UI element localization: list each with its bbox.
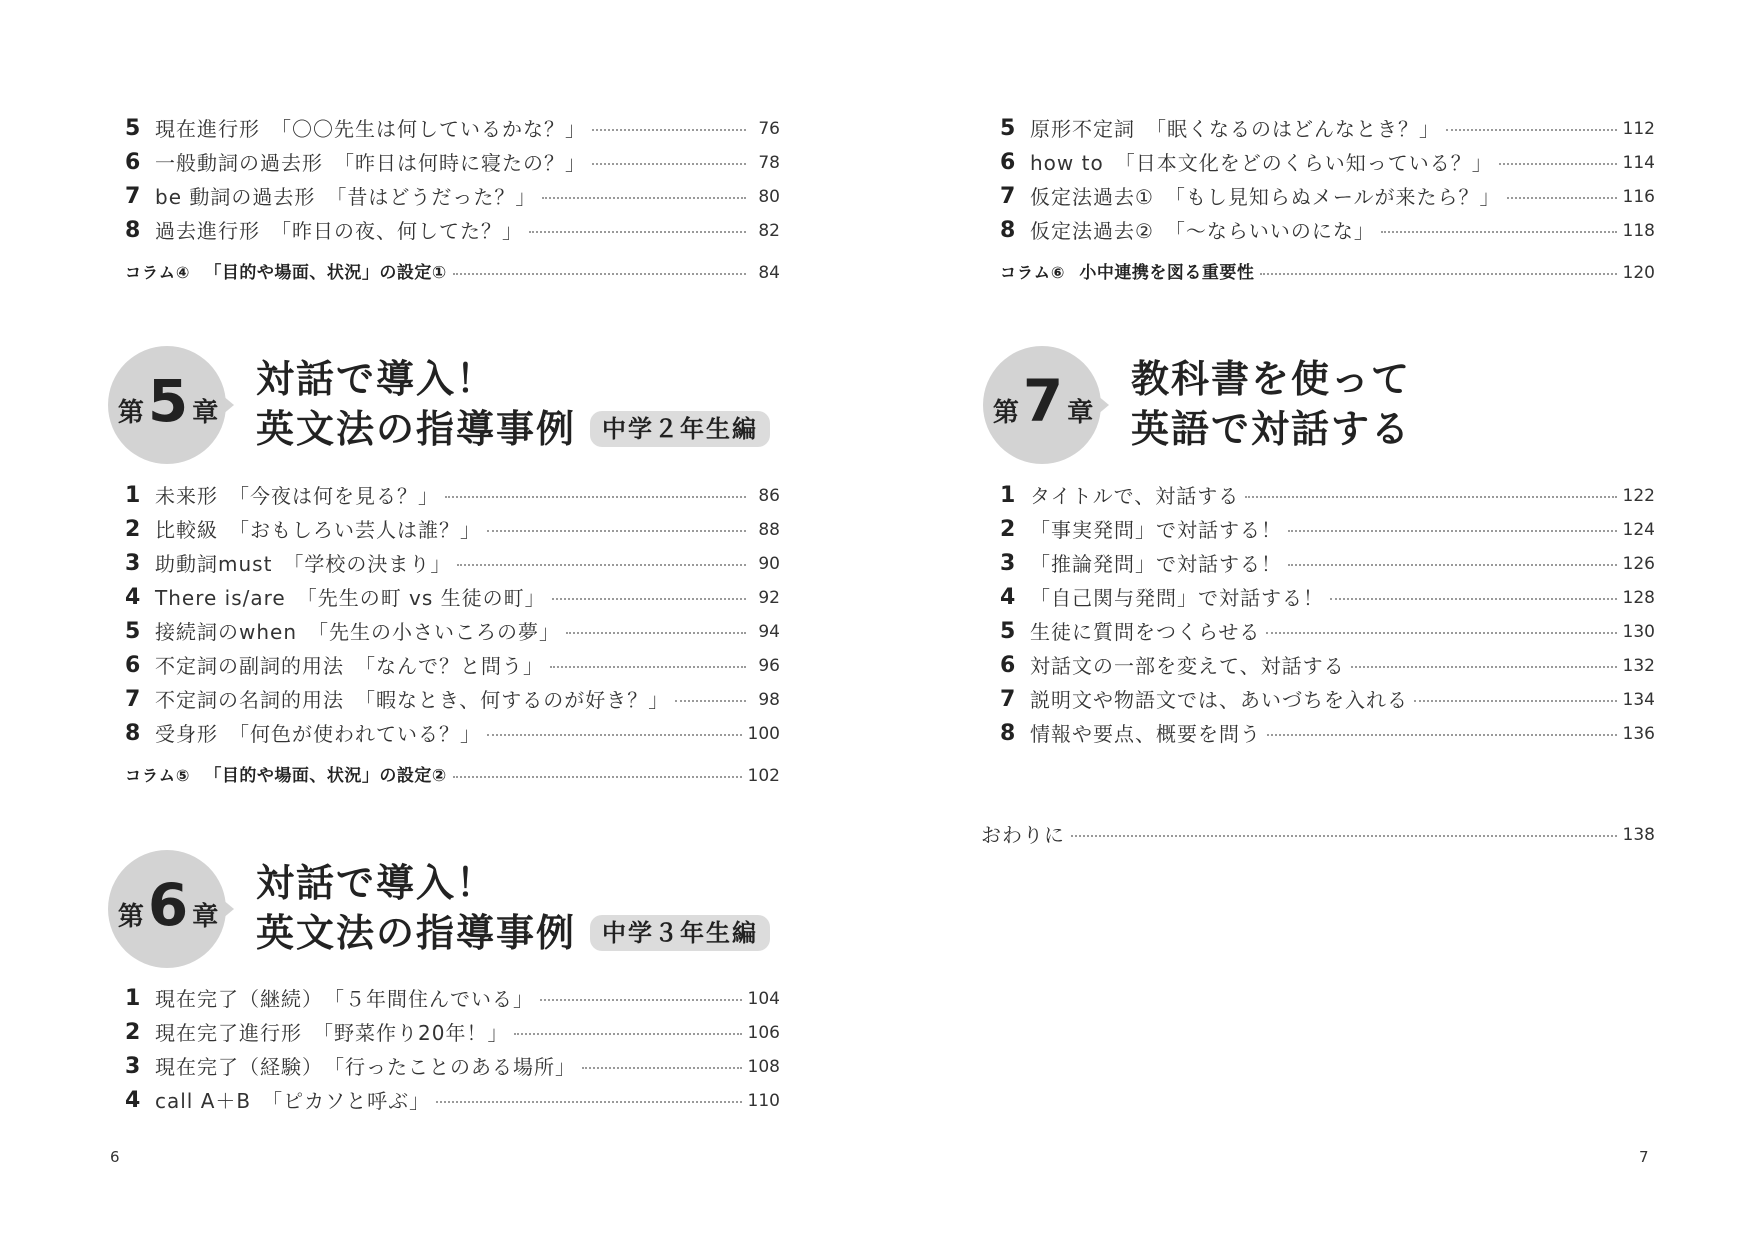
page-ref: 138 — [1622, 825, 1655, 845]
toc-entry[interactable]: 2 「事実発問」で対話する！ 124 — [1000, 515, 1655, 545]
page-ref: 120 — [1622, 263, 1655, 283]
page-ref: 100 — [747, 724, 780, 744]
column-entry[interactable]: コラム④ 「目的や場面、状況」の設定① 84 — [125, 258, 780, 288]
dot-leader — [487, 530, 746, 532]
dot-leader — [592, 163, 746, 165]
dot-leader — [1381, 231, 1617, 233]
toc-entry[interactable]: 1 未来形 「今夜は何を見る？」 86 — [125, 481, 780, 511]
dot-leader — [1446, 129, 1617, 131]
toc-entry[interactable]: 5 現在進行形 「〇〇先生は何しているかな？」 76 — [125, 114, 780, 144]
chapter-number: 第 5 章 — [117, 367, 219, 435]
dot-leader — [552, 598, 746, 600]
page-ref: 128 — [1622, 588, 1655, 608]
dot-leader — [453, 776, 742, 778]
page-ref: 98 — [758, 690, 780, 710]
toc-entry[interactable]: 7 仮定法過去① 「もし見知らぬメールが来たら？」 116 — [1000, 182, 1655, 212]
dot-leader — [453, 273, 746, 275]
toc-entry[interactable]: 5 接続詞のwhen 「先生の小さいころの夢」 94 — [125, 617, 780, 647]
page-ref: 132 — [1622, 656, 1655, 676]
toc-entry[interactable]: 6 一般動詞の過去形 「昨日は何時に寝たの？」 78 — [125, 148, 780, 178]
dot-leader — [487, 734, 742, 736]
dot-leader — [1260, 273, 1616, 275]
toc-entry[interactable]: 6 不定詞の副詞的用法 「なんで？と問う」 96 — [125, 651, 780, 681]
chapter-6-header — [108, 850, 808, 955]
chapter-number: 第 7 章 — [992, 367, 1094, 435]
chapter-badge-pointer — [1097, 395, 1109, 415]
dot-leader — [529, 231, 746, 233]
dot-leader — [1267, 734, 1617, 736]
dot-leader — [1245, 496, 1616, 498]
column-entry[interactable]: コラム⑤ 「目的や場面、状況」の設定② 102 — [125, 761, 780, 791]
toc-entry[interactable]: 7 説明文や物語文では、あいづちを入れる 134 — [1000, 685, 1655, 715]
page-ref: 134 — [1622, 690, 1655, 710]
dot-leader — [1499, 163, 1617, 165]
page-ref: 104 — [747, 989, 780, 1009]
page-ref: 94 — [758, 622, 780, 642]
dot-leader — [1507, 197, 1617, 199]
page-ref: 90 — [758, 554, 780, 574]
dot-leader — [1288, 564, 1617, 566]
page-ref: 78 — [758, 153, 780, 173]
page-ref: 106 — [747, 1023, 780, 1043]
page-ref: 116 — [1622, 187, 1655, 207]
page-ref: 102 — [747, 766, 780, 786]
toc-entry[interactable]: 8 仮定法過去② 「〜ならいいのにな」 118 — [1000, 216, 1655, 246]
page-ref: 92 — [758, 588, 780, 608]
toc-entry[interactable]: 4 「自己関与発問」で対話する！ 128 — [1000, 583, 1655, 613]
dot-leader — [540, 999, 742, 1001]
chapter-number: 第 6 章 — [117, 871, 219, 939]
toc-entry[interactable]: 5 原形不定詞 「眠くなるのはどんなとき？」 112 — [1000, 114, 1655, 144]
toc-entry[interactable]: 7 不定詞の名詞的用法 「暇なとき、何するのが好き？」 98 — [125, 685, 780, 715]
page-ref: 80 — [758, 187, 780, 207]
toc-entry[interactable]: 6 対話文の一部を変えて、対話する 132 — [1000, 651, 1655, 681]
toc-entry[interactable]: 1 現在完了（継続） 「５年間住んでいる」 104 — [125, 984, 780, 1014]
chapter-5-header — [108, 346, 808, 451]
column-entry[interactable]: コラム⑥ 小中連携を図る重要性 120 — [1000, 258, 1655, 288]
closing-entry[interactable]: おわりに 138 — [981, 820, 1655, 850]
toc-entry[interactable]: 6 how to 「日本文化をどのくらい知っている？」 114 — [1000, 148, 1655, 178]
page-number: 7 — [1639, 1148, 1649, 1166]
page-ref: 88 — [758, 520, 780, 540]
page-ref: 114 — [1622, 153, 1655, 173]
dot-leader — [436, 1101, 741, 1103]
page-ref: 122 — [1622, 486, 1655, 506]
dot-leader — [566, 632, 746, 634]
toc-entry[interactable]: 2 比較級 「おもしろい芸人は誰？」 88 — [125, 515, 780, 545]
page-ref: 108 — [747, 1057, 780, 1077]
toc-entry[interactable]: 3 現在完了（経験） 「行ったことのある場所」 108 — [125, 1052, 780, 1082]
page-ref: 82 — [758, 221, 780, 241]
page-ref: 126 — [1622, 554, 1655, 574]
dot-leader — [550, 666, 746, 668]
dot-leader — [542, 197, 746, 199]
chapter-7-header — [983, 346, 1683, 451]
dot-leader — [1330, 598, 1617, 600]
dot-leader — [514, 1033, 741, 1035]
page-ref: 112 — [1622, 119, 1655, 139]
page-number: 6 — [110, 1148, 120, 1166]
chapter-badge-pointer — [222, 899, 234, 919]
page-ref: 110 — [747, 1091, 780, 1111]
page-ref: 118 — [1622, 221, 1655, 241]
toc-entry[interactable]: 4 call A＋B 「ピカソと呼ぶ」 110 — [125, 1086, 780, 1116]
dot-leader — [457, 564, 746, 566]
dot-leader — [675, 700, 746, 702]
dot-leader — [1071, 835, 1617, 837]
page-ref: 124 — [1622, 520, 1655, 540]
toc-entry[interactable]: 3 助動詞must 「学校の決まり」 90 — [125, 549, 780, 579]
toc-entry[interactable]: 4 There is/are 「先生の町 vs 生徒の町」 92 — [125, 583, 780, 613]
left-page — [0, 0, 877, 1240]
toc-entry[interactable]: 8 過去進行形 「昨日の夜、何してた？」 82 — [125, 216, 780, 246]
page-ref: 86 — [758, 486, 780, 506]
page-ref: 76 — [758, 119, 780, 139]
page-ref: 130 — [1622, 622, 1655, 642]
grade-badge: 中学３年生編 — [590, 915, 770, 951]
dot-leader — [582, 1067, 742, 1069]
chapter-badge-pointer — [222, 395, 234, 415]
chapter-title: 対話で導入！ 英文法の指導事例 中学３年生編 — [256, 858, 770, 958]
dot-leader — [1266, 632, 1616, 634]
right-page — [877, 0, 1755, 1240]
dot-leader — [445, 496, 746, 498]
toc-entry[interactable]: 3 「推論発問」で対話する！ 126 — [1000, 549, 1655, 579]
toc-entry[interactable]: 5 生徒に質問をつくらせる 130 — [1000, 617, 1655, 647]
dot-leader — [592, 129, 746, 131]
dot-leader — [1351, 666, 1617, 668]
chapter-title: 教科書を使って 英語で対話する — [1131, 357, 1412, 451]
toc-entry[interactable]: 8 情報や要点、概要を問う 136 — [1000, 719, 1655, 749]
toc-entry[interactable]: 2 現在完了進行形 「野菜作り20年！」 106 — [125, 1018, 780, 1048]
chapter-title: 対話で導入！ 英文法の指導事例 中学２年生編 — [256, 354, 770, 454]
toc-entry[interactable]: 1 タイトルで、対話する 122 — [1000, 481, 1655, 511]
page-ref: 96 — [758, 656, 780, 676]
grade-badge: 中学２年生編 — [590, 411, 770, 447]
toc-entry[interactable]: 8 受身形 「何色が使われている？」 100 — [125, 719, 780, 749]
page-ref: 84 — [758, 263, 780, 283]
dot-leader — [1288, 530, 1617, 532]
page-ref: 136 — [1622, 724, 1655, 744]
dot-leader — [1414, 700, 1617, 702]
toc-entry[interactable]: 7 be 動詞の過去形 「昔はどうだった？」 80 — [125, 182, 780, 212]
